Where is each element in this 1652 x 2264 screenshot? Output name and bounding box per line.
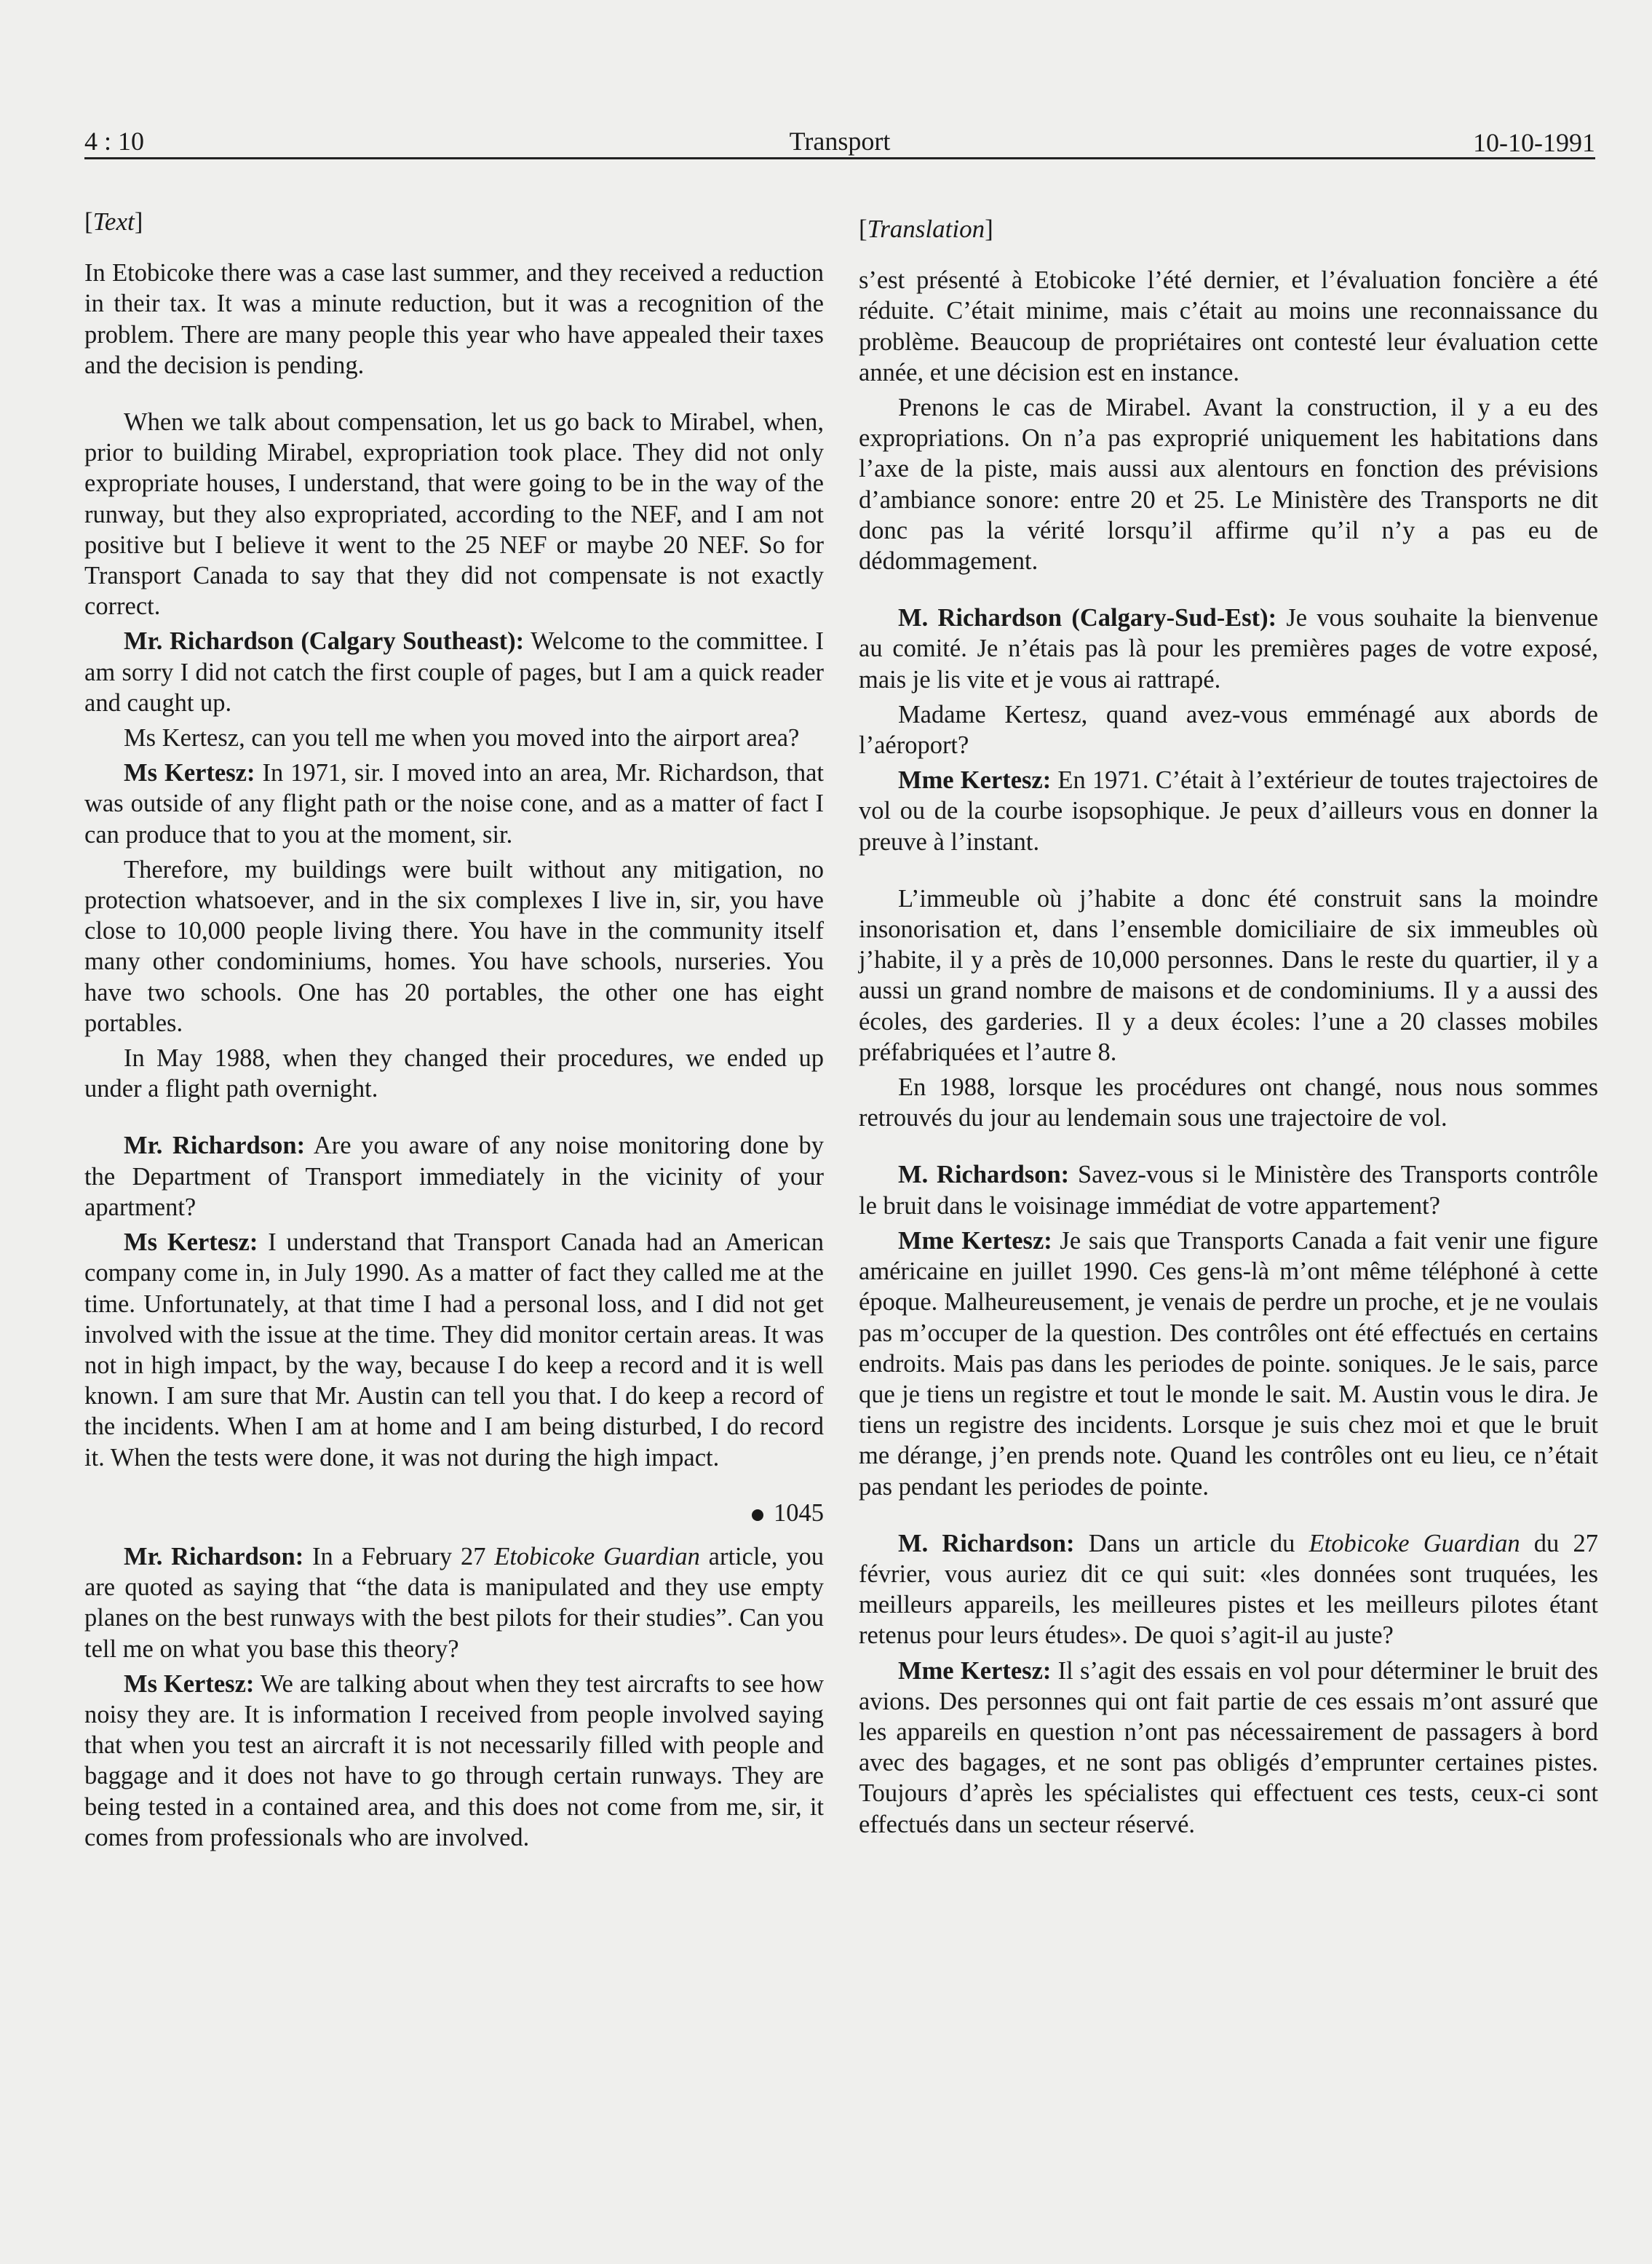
paragraph: Prenons le cas de Mirabel. Avant la construction, il y a eu des expropriations. On n’a pas exproprié uniquement les habitations dans l’axe de la piste, mais aussi aux alentours en fonction des prévisions d’ambiance sonore: entre 20 et 25. Le Ministère des Transports ne dit donc pas la vérité lorsqu’il affirme qu’il n’y a pas eu de dédommagement. bbox=[859, 394, 1598, 576]
paragraph: In Etobicoke there was a case last summer, and they received a reduction in their tax. It was a minute reduction, but it was a recognition of the problem. There are many people this year who have appealed their taxes and the decision is pending. bbox=[84, 259, 824, 379]
speaker-name: Mr. Richardson (Calgary Southeast): bbox=[124, 627, 525, 656]
speaker-name: Mr. Richardson: bbox=[124, 1542, 304, 1570]
speaker-name: Mme Kertesz: bbox=[898, 1226, 1052, 1255]
speaker-name: M. Richardson (Calgary-Sud-Est): bbox=[898, 604, 1277, 632]
speaker-name: Mr. Richardson: bbox=[124, 1132, 306, 1160]
speaker-name: Ms Kertesz: bbox=[124, 759, 255, 787]
speaker-name: M. Richardson: bbox=[898, 1161, 1070, 1189]
paragraph: Ms Kertesz: We are talking about when they test aircrafts to see how noisy they are. It is information I received from people involved saying that when you test an aircraft it is not necessarily filled with people and baggage and it does not have to go through certain runways. They are being tested in a contained area, and this does not come from me, sir, it comes from professionals who are involved. bbox=[84, 1669, 824, 1851]
translation-marker: [Translation] bbox=[859, 215, 993, 243]
committee-name: Transport bbox=[789, 127, 891, 156]
speaker-name: Mme Kertesz: bbox=[898, 1656, 1052, 1685]
paragraph: Mme Kertesz: Il s’agit des essais en vol pour déterminer le bruit des avions. Des personnes qui ont fait partie de ces essais m’ont assuré que les appareils en question n’ont pas nécessairement de passagers à bord avec des bagages, et ne sont pas obligés d’emprunter certaines pistes. Toujours d’après les spécialistes qui effectuent ces tests, ceux-ci sont effectués dans un secteur réservé. bbox=[859, 1656, 1598, 1838]
paragraph: M. Richardson: Dans un article du Etobicoke Guardian du 27 février, vous auriez dit ce qui suit: «les données sont truquées, les meilleurs appareils, les meilleures pistes et les meilleurs pilotes étant retenus pour leurs études». De quoi s’agit-il au juste? bbox=[859, 1529, 1599, 1650]
paragraph: Ms Kertesz, can you tell me when you moved into the airport area? bbox=[124, 724, 800, 752]
speaker-name: Ms Kertesz: bbox=[124, 1669, 255, 1698]
paragraph: L’immeuble où j’habite a donc été construit sans la moindre insonorisation et, dans l’ensemble domiciliaire de six immeubles où j’habite, il y a près de 10,000 personnes. Dans le reste du quartier, il y a aussi un grand nombre de maisons et de condominiums. Il y a aussi des écoles, des garderies. Il y a deux écoles: l’une a 20 classes mobiles préfabriquées et l’autre 8. bbox=[859, 884, 1598, 1066]
text-marker: [Text] bbox=[84, 207, 143, 236]
page-header bbox=[84, 125, 1595, 159]
bullet-icon bbox=[752, 1509, 763, 1521]
paragraph: Mr. Richardson: In a February 27 Etobicoke Guardian article, you are quoted as saying that “the data is manipulated and they use empty planes on the best runways with the best pilots for their studies”. Can you tell me on what you base this theory? bbox=[84, 1542, 825, 1663]
french-column bbox=[859, 204, 1598, 1844]
paragraph: M. Richardson (Calgary-Sud-Est): Je vous souhaite la bienvenue au comité. Je n’étais pas là pour les premières pages de votre exposé, mais je lis vite et je vous ai rattrapé. bbox=[859, 604, 1599, 694]
speaker-name: M. Richardson: bbox=[898, 1529, 1075, 1557]
paragraph: Therefore, my buildings were built without any mitigation, no protection whatsoever, and in the six complexes I live in, sir, you have close to 10,000 people living there. You have in the community itself many other condominiums, homes. You have schools, nurseries. You have two schools. One has 20 portables, the other one has eight portables. bbox=[84, 855, 824, 1037]
paragraph: When we talk about compensation, let us go back to Mirabel, when, prior to building Mirabel, expropriation took place. They did not only expropriate houses, I understand, that were going to be in the way of the runway, but they also expropriated, according to the NEF, and I am not positive but I believe it went to the 25 NEF or maybe 20 NEF. So for Transport Canada to say that they did not compensate is not exactly correct. bbox=[84, 408, 824, 621]
timestamp: 1045 bbox=[84, 1498, 824, 1528]
speaker-name: Ms Kertesz: bbox=[124, 1228, 258, 1257]
paragraph: En 1988, lorsque les procédures ont changé, nous nous sommes retrouvés du jour au lendemain sous une trajectoire de vol. bbox=[859, 1073, 1598, 1132]
page-number: 4 : 10 bbox=[84, 127, 145, 156]
paragraph: Mme Kertesz: Je sais que Transports Canada a fait venir une figure américaine en juillet 1990. Ces gens-là m’ont même téléphoné à cette époque. Malheureusement, je venais de perdre un proche, et je ne voulais pas m’occuper de la question. Des contrôles ont été effectués en certains endroits. Mais pas dans les periodes de pointe. soniques. Je le sais, parce que je tiens un registre et tout le monde le sait. M. Austin vous le dira. Je tiens un registre des incidents. Lorsque je suis chez moi et que le bruit me dérange, j’en prends note. Quand les contrôles ont eu lieu, ce n’était pas pendant les periodes de pointe. bbox=[859, 1226, 1598, 1501]
paragraph: Mr. Richardson (Calgary Southeast): Welcome to the committee. I am sorry I did not catch the first couple of pages, but I am a quick reader and caught up. bbox=[84, 627, 824, 717]
paragraph: Mme Kertesz: En 1971. C’était à l’extérieur de toutes trajectoires de vol ou de la courbe isopsophique. Je peux d’ailleurs vous en donner la preuve à l’instant. bbox=[859, 766, 1598, 856]
paragraph: M. Richardson: Savez-vous si le Ministère des Transports contrôle le bruit dans le voisinage immédiat de votre appartement? bbox=[859, 1161, 1598, 1220]
paragraph: Mr. Richardson: Are you aware of any noise monitoring done by the Department of Transport immediately in the vicinity of your apartment? bbox=[84, 1132, 824, 1221]
paragraph: Ms Kertesz: In 1971, sir. I moved into an area, Mr. Richardson, that was outside of any flight path or the noise cone, and as a matter of fact I can produce that to you at the moment, sir. bbox=[84, 759, 824, 849]
paragraph: Madame Kertesz, quand avez-vous emménagé aux abords de l’aéroport? bbox=[859, 700, 1598, 760]
speaker-name: Mme Kertesz: bbox=[898, 766, 1052, 795]
paragraph: In May 1988, when they changed their procedures, we ended up under a flight path overnight. bbox=[84, 1044, 824, 1103]
meeting-date: 10-10-1991 bbox=[1473, 128, 1595, 157]
paragraph: Ms Kertesz: I understand that Transport Canada had an American company come in, in July 1990. As a matter of fact they called me at the time. Unfortunately, at that time I had a personal loss, and I did not get involved with the issue at the time. They did monitor certain areas. It was not in high impact, by the way, because I do keep a record and it is well known. I am sure that Mr. Austin can tell you that. I do keep a record of the incidents. When I am at home and I am being disturbed, I do record it. When the tests were done, it was not during the high impact. bbox=[84, 1228, 824, 1471]
english-column bbox=[84, 204, 824, 1857]
paragraph: s’est présenté à Etobicoke l’été dernier, et l’évaluation foncière a été réduite. C’était minime, mais c’était au moins une reconnaissance du problème. Beaucoup de propriétaires ont contesté leur évaluation cette année, et une décision est en instance. bbox=[859, 266, 1598, 386]
